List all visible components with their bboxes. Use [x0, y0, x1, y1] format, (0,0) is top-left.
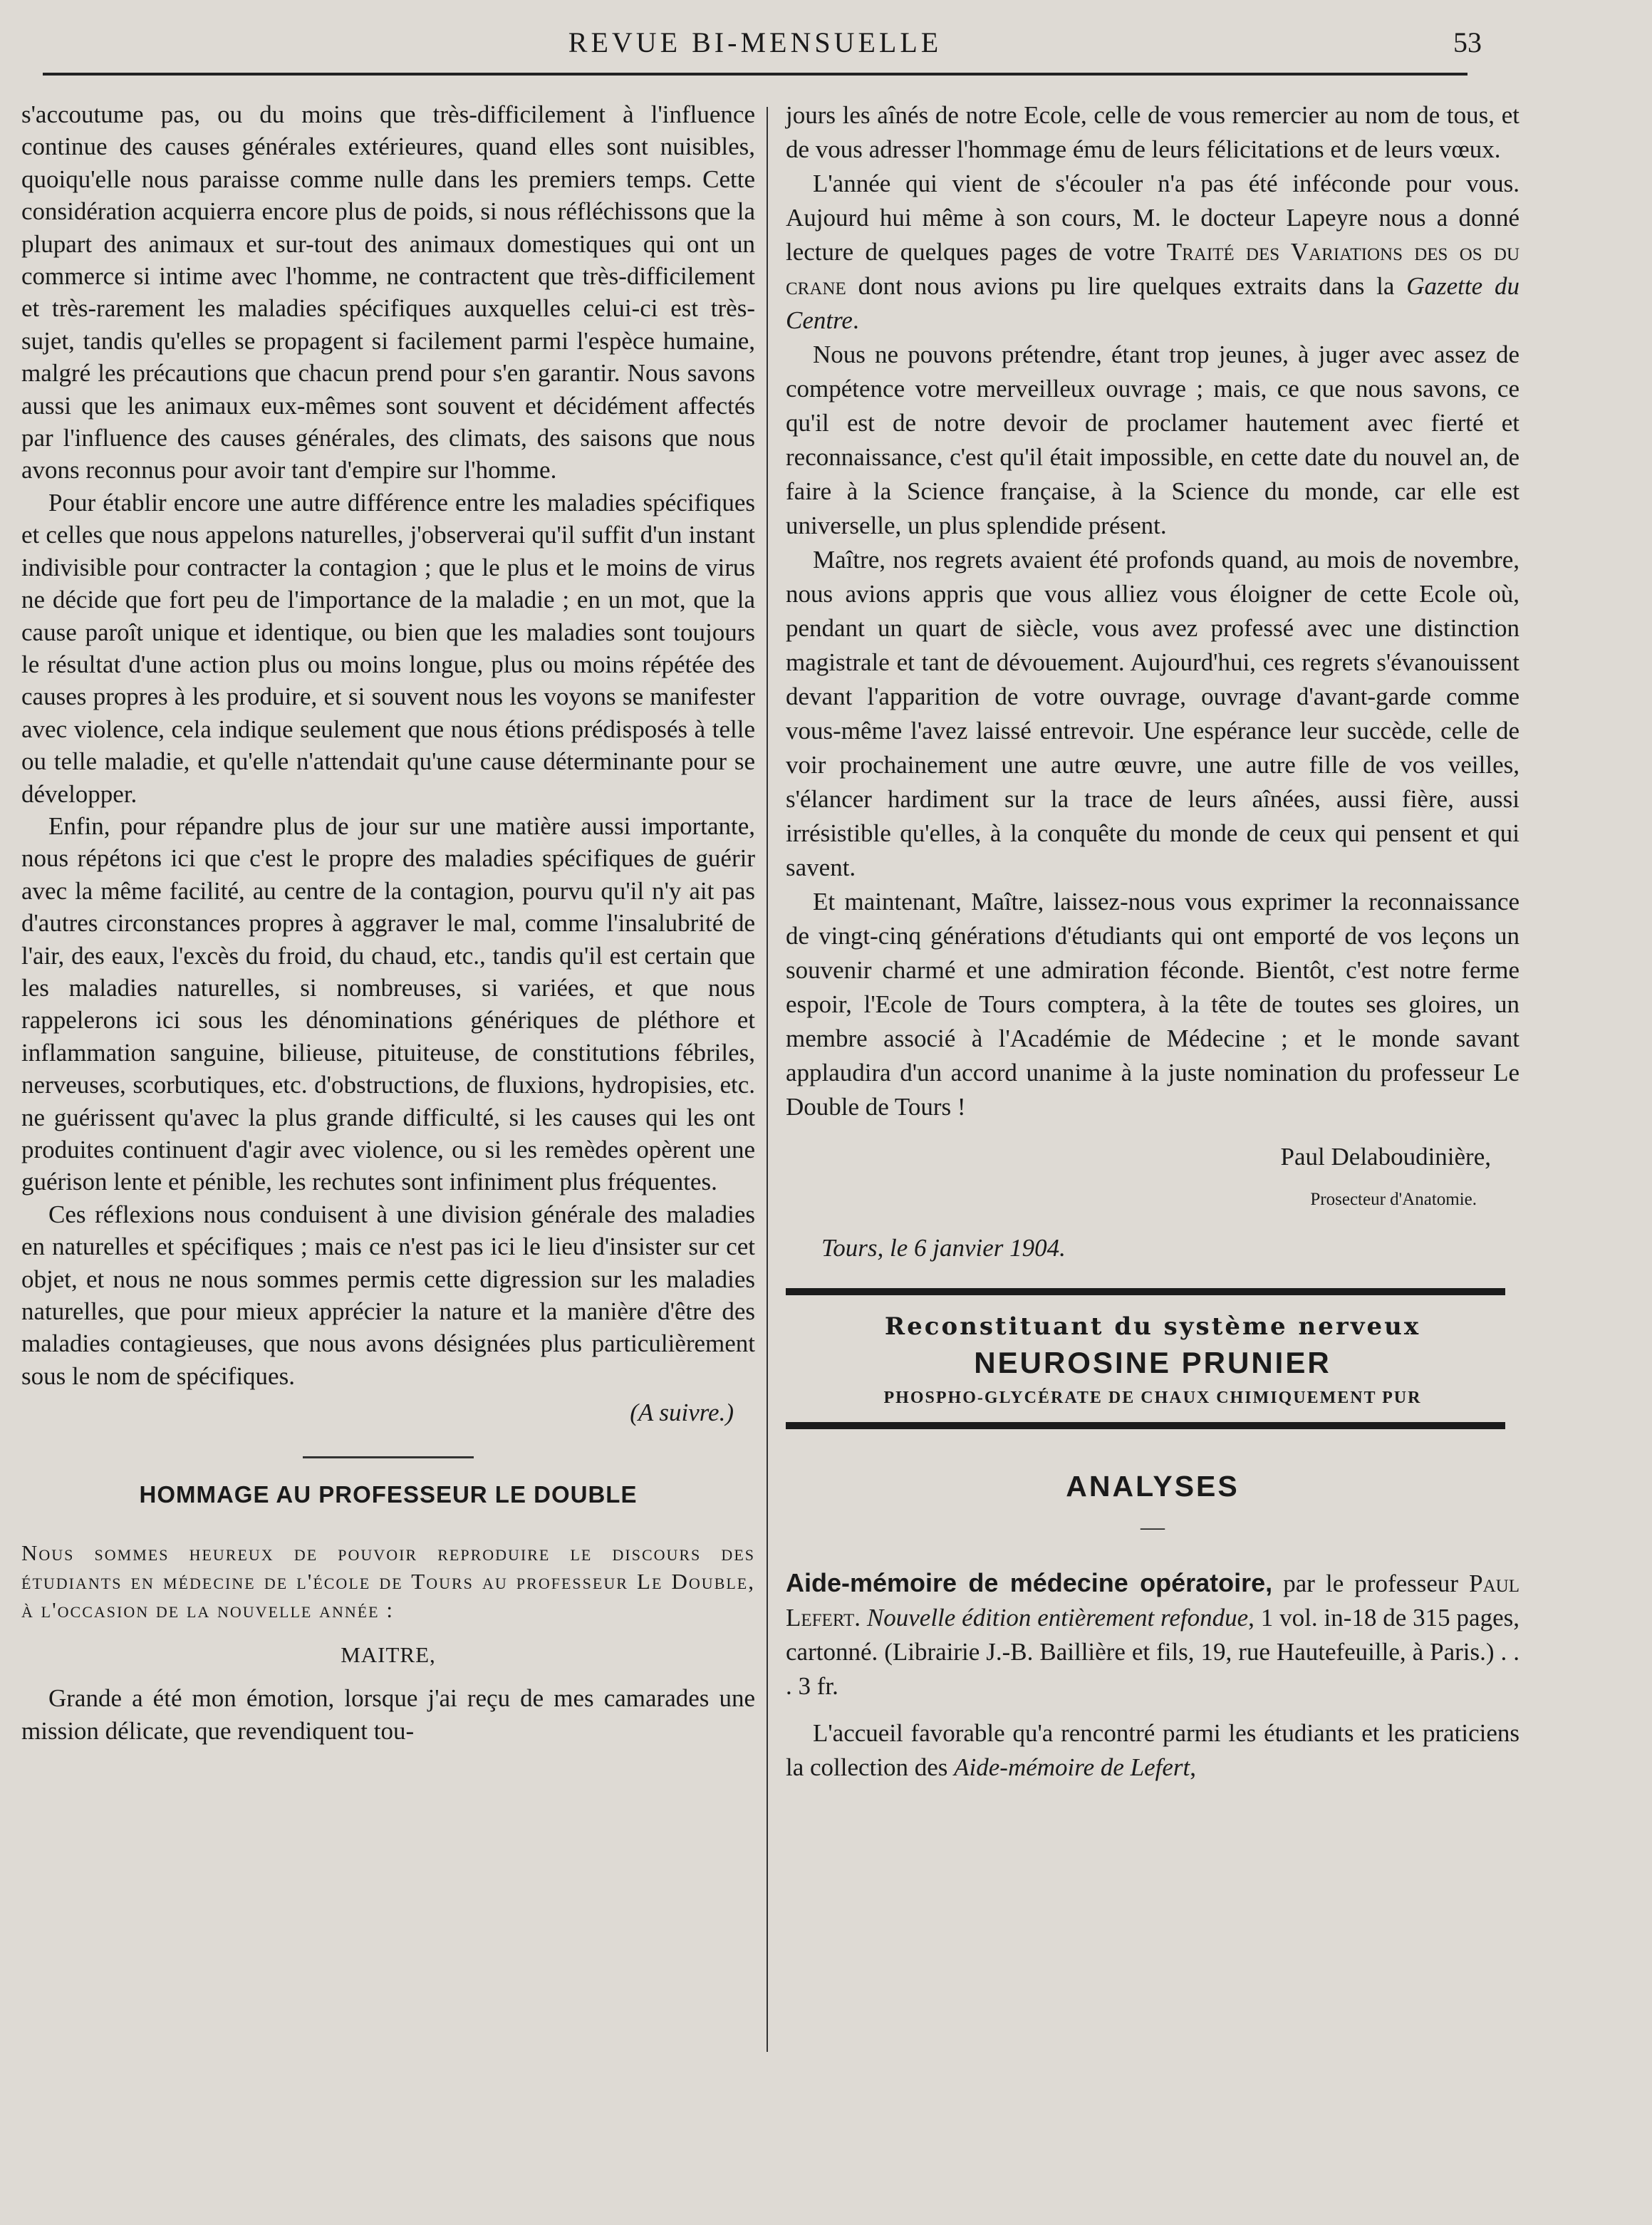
speech-start: Grande a été mon émotion, lorsque j'ai reçu de mes camarades une mission délicate, que revendiquent tou-	[21, 1684, 755, 1745]
running-title: REVUE BI-MENSUELLE	[568, 26, 942, 58]
analyses-title: ANALYSES	[1066, 1470, 1240, 1503]
signature: Paul Delaboudinière,	[1280, 1143, 1491, 1171]
article-paragraph: Enfin, pour répandre plus de jour sur une matière aussi importante, nous répétons ici que c'est le propre des maladies spécifiques de guérir avec la même facilité, au centre de la contagion, pourvu qu'il n'y ait pas d'autres circonstances propres à aggraver le mal, comme l'insalubrité de l'air, des eaux, l'excès du froid, du chaud, etc., tandis qu'il est certain que les maladies naturelles, si nombreuses, si variées, et que nous rappelerons ici sous les dénominations génériques de pléthore et inflammation sanguine, bilieuse, pituiteuse, de constitutions fébriles, nerveuses, scorbutiques, etc. d'obstructions, de fluxions, hydropisies, etc. ne guérissent qu'avec la plus grande difficulté, si les causes qui les ont produites continuent d'agir avec violence, ou si les remèdes opèrent une guérison lente et pénible, les rechutes sont infiniment plus fréquentes.	[21, 811, 755, 1196]
ad-top-rule	[786, 1288, 1505, 1295]
to-be-continued: (A suivre.)	[630, 1399, 734, 1427]
review-author: Paul Lefert	[786, 1570, 1519, 1632]
article-paragraph: Pour établir encore une autre différence entre les maladies spécifiques et celles que nous appelons naturelles, j'observerai qu'il suffit d'un instant indivisible pour contracter la contagion ; que le plus et le moins de virus ne décide que fort peu de l'importance de la maladie ; en un mot, que la cause paroît unique et identique, ou bien que les maladies sont toujours le résultat d'une action plus ou moins longue, plus ou moins répétée des causes propres à les produire, et si souvent nous les voyons se manifester avec violence, cela indique seulement que nous étions prédisposés à telle ou telle maladie, et qu'elle n'attendait qu'une cause déterminante pour se développer.	[21, 488, 755, 808]
treatise-title: Traité des Variations des os du crane	[786, 238, 1519, 300]
speech-paragraph: jours les aînés de notre Ecole, celle de vous remercier au nom de tous, et de vous adresser l'hommage ému de leurs félicitations et de leurs vœux.	[786, 101, 1519, 163]
page-header	[43, 20, 1482, 63]
article-paragraph: Ces réflexions nous conduisent à une division générale des maladies en naturelles et spécifiques ; mais ce n'est pas ici le lieu d'insister sur cet objet, et nous ne nous sommes permis cette digression sur les maladies naturelles, que pour mieux apprécier la nature et la manière d'être des maladies contagieuses, que nous avons désignées plus particulièrement sous le nom de spécifiques.	[21, 1200, 755, 1390]
analyses-dash: —	[1141, 1514, 1165, 1540]
ad-bottom-rule	[786, 1422, 1505, 1429]
intro-text: Nous sommes heureux de pouvoir reproduire le discours des étudiants en médecine de l'école de Tours au professeur Le Double, à l'occasion de la nouvelle année :	[21, 1540, 755, 1623]
speech-paragraph: Et maintenant, Maître, laissez-nous vous exprimer la reconnaissance de vingt-cinq générations d'étudiants qui ont emporté de vos leçons un souvenir charmé et une admiration féconde. Bientôt, c'est notre ferme espoir, l'Ecole de Tours comptera, à la tête de toutes ses gloires, un membre associé à l'Académie de Médecine ; et le monde savant applaudira d'un accord unanime à la juste nomination du professeur Le Double de Tours !	[786, 888, 1519, 1121]
section-divider	[303, 1456, 474, 1458]
article-paragraph: s'accoutume pas, ou du moins que très-difficilement à l'influence continue des causes générales extérieures, quand elles sont nuisibles, quoiqu'elle nous paraisse comme nulle dans les premiers temps. Cette considération acquierra encore plus de poids, si nous réfléchissons que la plupart des animaux et sur-tout des animaux domestiques qui ont un commerce si intime avec l'homme, ne contractent que très-difficilement et très-rarement les maladies spécifiques auxquelles celui-ci est très-sujet, tandis qu'elles se propagent si facilement parmi l'espèce humaine, malgré les précautions que chacun prend pour s'en garantir. Nous savons aussi que les animaux eux-mêmes sont souvent et décidément affectés par l'influence des causes générales, des climats, des saisons que nous avons reconnus pour avoir tant d'empire sur l'homme.	[21, 100, 755, 484]
journal-title: Gazette du Centre	[786, 272, 1519, 334]
speech-paragraph: L'année qui vient de s'écouler n'a pas été inféconde pour vous. Aujourd hui même à son cours, M. le docteur Lapeyre nous a donné lecture de quelques pages de votre Traité des Variations des os du crane dont nous avions pu lire quelques extraits dans la Gazette du Centre.	[786, 170, 1519, 334]
dateline: Tours, le 6 janvier 1904.	[821, 1234, 1066, 1262]
ad-product-name: NEUROSINE PRUNIER	[974, 1346, 1331, 1379]
section-title: HOMMAGE AU PROFESSEUR LE DOUBLE	[139, 1480, 638, 1508]
review-entry: Aide-mémoire de médecine opératoire, par le professeur Paul Lefert. Nouvelle édition entièrement refondue, 1 vol. in-18 de 315 pages, cartonné. (Librairie J.-B. Baillière et fils, 19, rue Hautefeuille, à Paris.) . . . 3 fr.	[786, 1568, 1519, 1700]
salutation: MAITRE,	[341, 1642, 436, 1668]
ad-description: PHOSPHO-GLYCÉRATE DE CHAUX CHIMIQUEMENT PUR	[883, 1389, 1422, 1407]
ad-tagline: Reconstituant du système nerveux	[884, 1312, 1421, 1341]
speech-paragraph: Nous ne pouvons prétendre, étant trop jeunes, à juger avec assez de compétence votre merveilleux ouvrage ; mais, ce que nous savons, ce qu'il est de notre devoir de proclamer hautement avec fierté et reconnaissance, c'est qu'il était impossible, en cette date du nouvel an, de faire à la Science française, à la Science du monde, car elle est universelle, un plus splendide présent.	[786, 341, 1519, 539]
review-title: Aide-mémoire de médecine opératoire,	[786, 1568, 1273, 1597]
left-column	[21, 98, 755, 1747]
page-number: 53	[1453, 26, 1482, 58]
column-divider	[767, 107, 768, 2052]
header-rule	[43, 73, 1467, 76]
review-paragraph: L'accueil favorable qu'a rencontré parmi les étudiants et les praticiens la collection des Aide-mémoire de Lefert,	[786, 1719, 1519, 1781]
speech-paragraph: Maître, nos regrets avaient été profonds quand, au mois de novembre, nous avions appris que vous alliez vous éloigner de cette Ecole où, pendant un quart de siècle, vous avez professé avec une distinction magistrale et tant de dévouement. Aujourd'hui, ces regrets s'évanouissent devant l'apparition de votre ouvrage, ouvrage d'avant-garde comme vous-même l'avez laissé entrevoir. Une espérance leur succède, celle de voir prochainement une autre œuvre, une autre fille de vos veilles, s'élancer hardiment sur la trace de leurs aînées, aussi fière, aussi irrésistible qu'elles, à la conquête du monde de ceux qui pensent et qui savent.	[786, 546, 1519, 881]
signature-title: Prosecteur d'Anatomie.	[1310, 1190, 1477, 1209]
right-column	[786, 98, 1519, 1785]
